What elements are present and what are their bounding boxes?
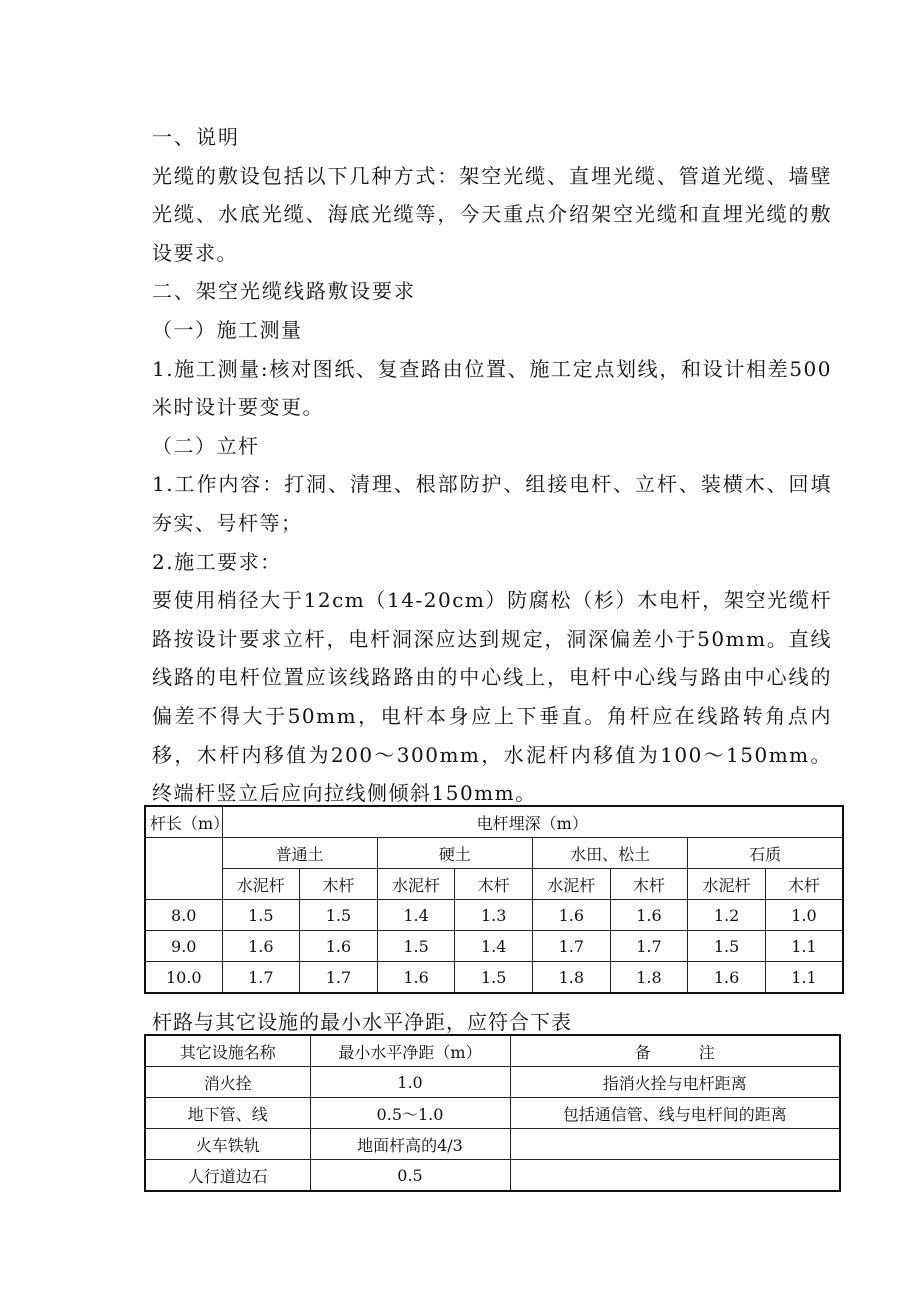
pole-depth-table: [144, 805, 844, 994]
header-pole-type: 水泥杆: [688, 869, 766, 900]
table-row: [145, 1098, 840, 1129]
cell-distance: 1.0: [310, 1067, 510, 1098]
cell-value: 1.5: [455, 962, 533, 994]
header-pole-type: 水泥杆: [222, 869, 300, 900]
header-remarks: 备 注: [510, 1035, 840, 1067]
cell-distance: 地面杆高的4/3: [310, 1129, 510, 1160]
cell-value: 1.3: [455, 900, 533, 931]
cell-value: 1.6: [533, 900, 611, 931]
cell-length: 10.0: [145, 962, 222, 994]
cell-value: 1.5: [300, 900, 378, 931]
cell-value: 1.5: [377, 931, 455, 962]
cell-value: 1.8: [533, 962, 611, 994]
table-row: [145, 931, 843, 962]
cell-length: 9.0: [145, 931, 222, 962]
subsection-2-item-2: 2.施工要求：: [152, 549, 282, 574]
subsection-1-item-1: 1.施工测量:核对图纸、复查路由位置、施工定点划线，和设计相差500米时设计要变更。: [152, 356, 832, 420]
cell-distance: 0.5～1.0: [310, 1098, 510, 1129]
cell-value: 1.1: [765, 962, 843, 994]
cell-value: 1.7: [300, 962, 378, 994]
header-pole-type: 水泥杆: [377, 869, 455, 900]
header-soil-hard: 硬土: [377, 838, 532, 869]
cell-value: 1.6: [610, 900, 688, 931]
cell-value: 1.8: [610, 962, 688, 994]
subsection-2-title: （二）立杆: [152, 433, 260, 458]
cell-remarks: 包括通信管、线与电杆间的距离: [510, 1098, 840, 1129]
section-2-title: 二、架空光缆线路敷设要求: [152, 279, 416, 304]
header-min-distance: 最小水平净距（m）: [310, 1035, 510, 1067]
header-pole-length: 杆长（m）: [145, 806, 222, 838]
header-pole-type: 木杆: [610, 869, 688, 900]
cell-length: 8.0: [145, 900, 222, 931]
header-facility: 其它设施名称: [145, 1035, 310, 1067]
cell-value: 1.6: [300, 931, 378, 962]
cell-remarks: [510, 1160, 840, 1192]
table-row: [145, 962, 843, 994]
table-row: [145, 1160, 840, 1192]
cell-distance: 0.5: [310, 1160, 510, 1192]
section-1-title: 一、说明: [152, 125, 240, 149]
header-pole-type: 木杆: [300, 869, 378, 900]
header-soil-paddy: 水田、松土: [533, 838, 688, 869]
header-pole-type: 木杆: [455, 869, 533, 900]
cell-remarks: [510, 1129, 840, 1160]
cell-value: 1.6: [688, 962, 766, 994]
cell-value: 1.7: [610, 931, 688, 962]
cell-facility: 消火拴: [145, 1067, 310, 1098]
distance-table-caption: 杆路与其它设施的最小水平净距，应符合下表: [152, 1010, 572, 1034]
header-soil-ordinary: 普通土: [222, 838, 377, 869]
cell-value: 1.6: [377, 962, 455, 994]
table-row: [145, 1129, 840, 1160]
subsection-1-title: （一）施工测量: [152, 317, 303, 342]
clearance-table: [144, 1034, 841, 1192]
cell-value: 1.1: [765, 931, 843, 962]
subsection-2-paragraph: 要使用梢径大于12cm（14-20cm）防腐松（杉）木电杆，架空光缆杆路按设计要求立杆，电杆洞深应达到规定，洞深偏差小于50mm。直线线路的电杆位置应该线路路由的中心线上，电杆中心线与路由中心线的偏差不得大于50mm，电杆本身应上下垂直。角杆应在线路转角点内移，木杆内移值为200～300mm，水泥杆内移值为100～150mm。终端杆竖立后应向拉线侧倾斜150mm。: [152, 588, 832, 806]
header-blank: [145, 838, 222, 900]
table-row: [145, 1067, 840, 1098]
body-text: [152, 118, 832, 813]
header-soil-rock: 石质: [688, 838, 843, 869]
cell-value: 1.5: [222, 900, 300, 931]
section-1-paragraph: 光缆的敷设包括以下几种方式：架空光缆、直埋光缆、管道光缆、墙壁光缆、水底光缆、海底光缆等，今天重点介绍架空光缆和直埋光缆的敷设要求。: [152, 163, 832, 265]
cell-facility: 人行道边石: [145, 1160, 310, 1192]
header-pole-type: 木杆: [765, 869, 843, 900]
cell-value: 1.0: [765, 900, 843, 931]
cell-value: 1.4: [455, 931, 533, 962]
header-burial-depth: 电杆埋深（m）: [222, 806, 843, 838]
cell-value: 1.7: [222, 962, 300, 994]
cell-value: 1.7: [533, 931, 611, 962]
header-pole-type: 水泥杆: [533, 869, 611, 900]
cell-value: 1.4: [377, 900, 455, 931]
subsection-2-item-1: 1.工作内容：打洞、清理、根部防护、组接电杆、立杆、装横木、回填夯实、号杆等；: [152, 472, 832, 535]
cell-value: 1.6: [222, 931, 300, 962]
cell-remarks: 指消火拴与电杆距离: [510, 1067, 840, 1098]
cell-value: 1.5: [688, 931, 766, 962]
table-row: [145, 900, 843, 931]
cell-facility: 火车铁轨: [145, 1129, 310, 1160]
cell-value: 1.2: [688, 900, 766, 931]
cell-facility: 地下管、线: [145, 1098, 310, 1129]
